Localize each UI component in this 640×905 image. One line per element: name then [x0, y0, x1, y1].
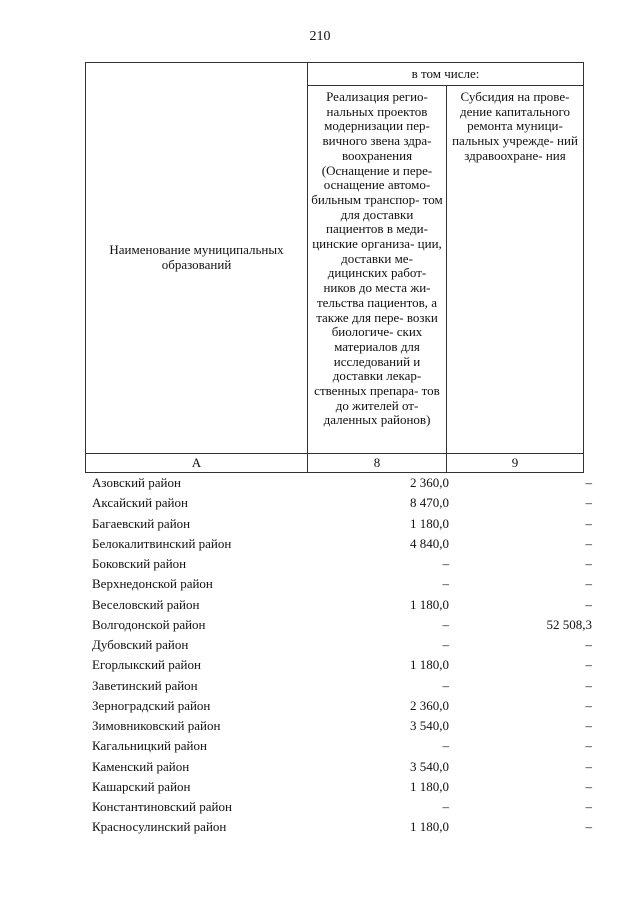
row-value-col8: –	[442, 616, 449, 632]
table-row	[88, 817, 598, 837]
row-value-col9: –	[585, 475, 592, 490]
row-value-col8: –	[442, 576, 449, 592]
table-row	[88, 655, 598, 675]
table-row	[88, 615, 598, 635]
row-value-col8: 1 180,0	[410, 596, 449, 612]
row-value-col9: 52 508,3	[546, 616, 592, 632]
row-name: Зерноградский район	[92, 697, 211, 713]
row-name: Веселовский район	[92, 596, 200, 612]
table-row	[88, 757, 598, 777]
page-number: 210	[309, 29, 331, 44]
table-header	[85, 62, 584, 473]
row-value-col8: –	[442, 799, 449, 814]
row-name: Заветинский район	[92, 677, 198, 693]
row-value-col9: –	[585, 495, 592, 511]
row-value-col8: 8 470,0	[410, 495, 449, 511]
table-row	[88, 554, 598, 574]
row-name: Дубовский район	[92, 637, 189, 652]
table-row	[88, 777, 598, 797]
row-name: Кагальницкий район	[92, 738, 207, 754]
row-value-col9: –	[585, 738, 592, 754]
row-value-col8: –	[442, 637, 449, 652]
row-value-col9: –	[585, 515, 592, 531]
table-row	[88, 534, 598, 554]
row-value-col8: 1 180,0	[410, 819, 449, 835]
row-value-col8: 3 540,0	[410, 758, 449, 774]
row-value-col9: –	[585, 697, 592, 713]
table-row	[88, 473, 598, 493]
row-name: Зимовниковский район	[92, 718, 221, 733]
row-name: Красносулинский район	[92, 819, 227, 835]
row-value-col9: –	[585, 718, 592, 733]
row-value-col8: 4 840,0	[410, 535, 449, 551]
header-name-column: Наименование муниципальных образований	[86, 63, 308, 454]
header-col8-title: Реализация регио- нальных проектов модернизации пер- вичного звена здра- воохранения (Оснащение и пере- оснащение автомо- бильным транспор- том для доставки пациентов в меди- цинские организа- ции, доставки ме- дицинских работ- ников до места жи- тельства пациентов, а также для пере- возки биологиче- ских материалов для исследований и доставки лекар- ственных препара- тов до жителей от- даленных районов)	[308, 86, 447, 454]
table-row	[88, 595, 598, 615]
row-name: Аксайский район	[92, 495, 188, 511]
table-row	[88, 493, 598, 513]
table-row	[88, 797, 598, 817]
row-name: Белокалитвинский район	[92, 535, 232, 551]
row-value-col9: –	[585, 535, 592, 551]
row-name: Азовский район	[92, 475, 181, 490]
row-value-col9: –	[585, 556, 592, 571]
row-name: Боковский район	[92, 556, 187, 571]
header-letter-8: 8	[308, 454, 447, 473]
table-row	[88, 635, 598, 655]
table-row	[88, 696, 598, 716]
row-value-col9: –	[585, 778, 592, 794]
row-name: Верхнедонской район	[92, 576, 213, 592]
row-value-col8: –	[442, 738, 449, 754]
table-row	[88, 514, 598, 534]
row-name: Константиновский район	[92, 799, 232, 814]
table-row	[88, 736, 598, 756]
row-value-col9: –	[585, 799, 592, 814]
row-value-col9: –	[585, 576, 592, 592]
header-letter-9: 9	[447, 454, 584, 473]
row-value-col8: 3 540,0	[410, 718, 449, 733]
row-name: Егорлыкский район	[92, 657, 201, 673]
table-row	[88, 574, 598, 594]
table-body	[88, 473, 598, 838]
header-col9-title: Субсидия на прове- дение капитального ремонта муници- пальных учрежде- ний здравоохране- ния	[447, 86, 584, 454]
row-name: Каменский район	[92, 758, 190, 774]
row-value-col9: –	[585, 596, 592, 612]
row-value-col8: 1 180,0	[410, 515, 449, 531]
row-value-col9: –	[585, 819, 592, 835]
row-value-col9: –	[585, 677, 592, 693]
row-value-col8: 2 360,0	[410, 697, 449, 713]
row-name: Багаевский район	[92, 515, 191, 531]
row-name: Кашарский район	[92, 778, 191, 794]
row-value-col9: –	[585, 637, 592, 652]
row-value-col8: 1 180,0	[410, 657, 449, 673]
header-letter-a: А	[86, 454, 308, 473]
row-name: Волгодонской район	[92, 616, 206, 632]
row-value-col8: –	[442, 677, 449, 693]
row-value-col8: –	[442, 556, 449, 571]
table-row	[88, 716, 598, 736]
table-row	[88, 676, 598, 696]
header-group-label: в том числе:	[308, 63, 584, 86]
row-value-col8: 2 360,0	[410, 475, 449, 490]
row-value-col9: –	[585, 758, 592, 774]
row-value-col8: 1 180,0	[410, 778, 449, 794]
row-value-col9: –	[585, 657, 592, 673]
